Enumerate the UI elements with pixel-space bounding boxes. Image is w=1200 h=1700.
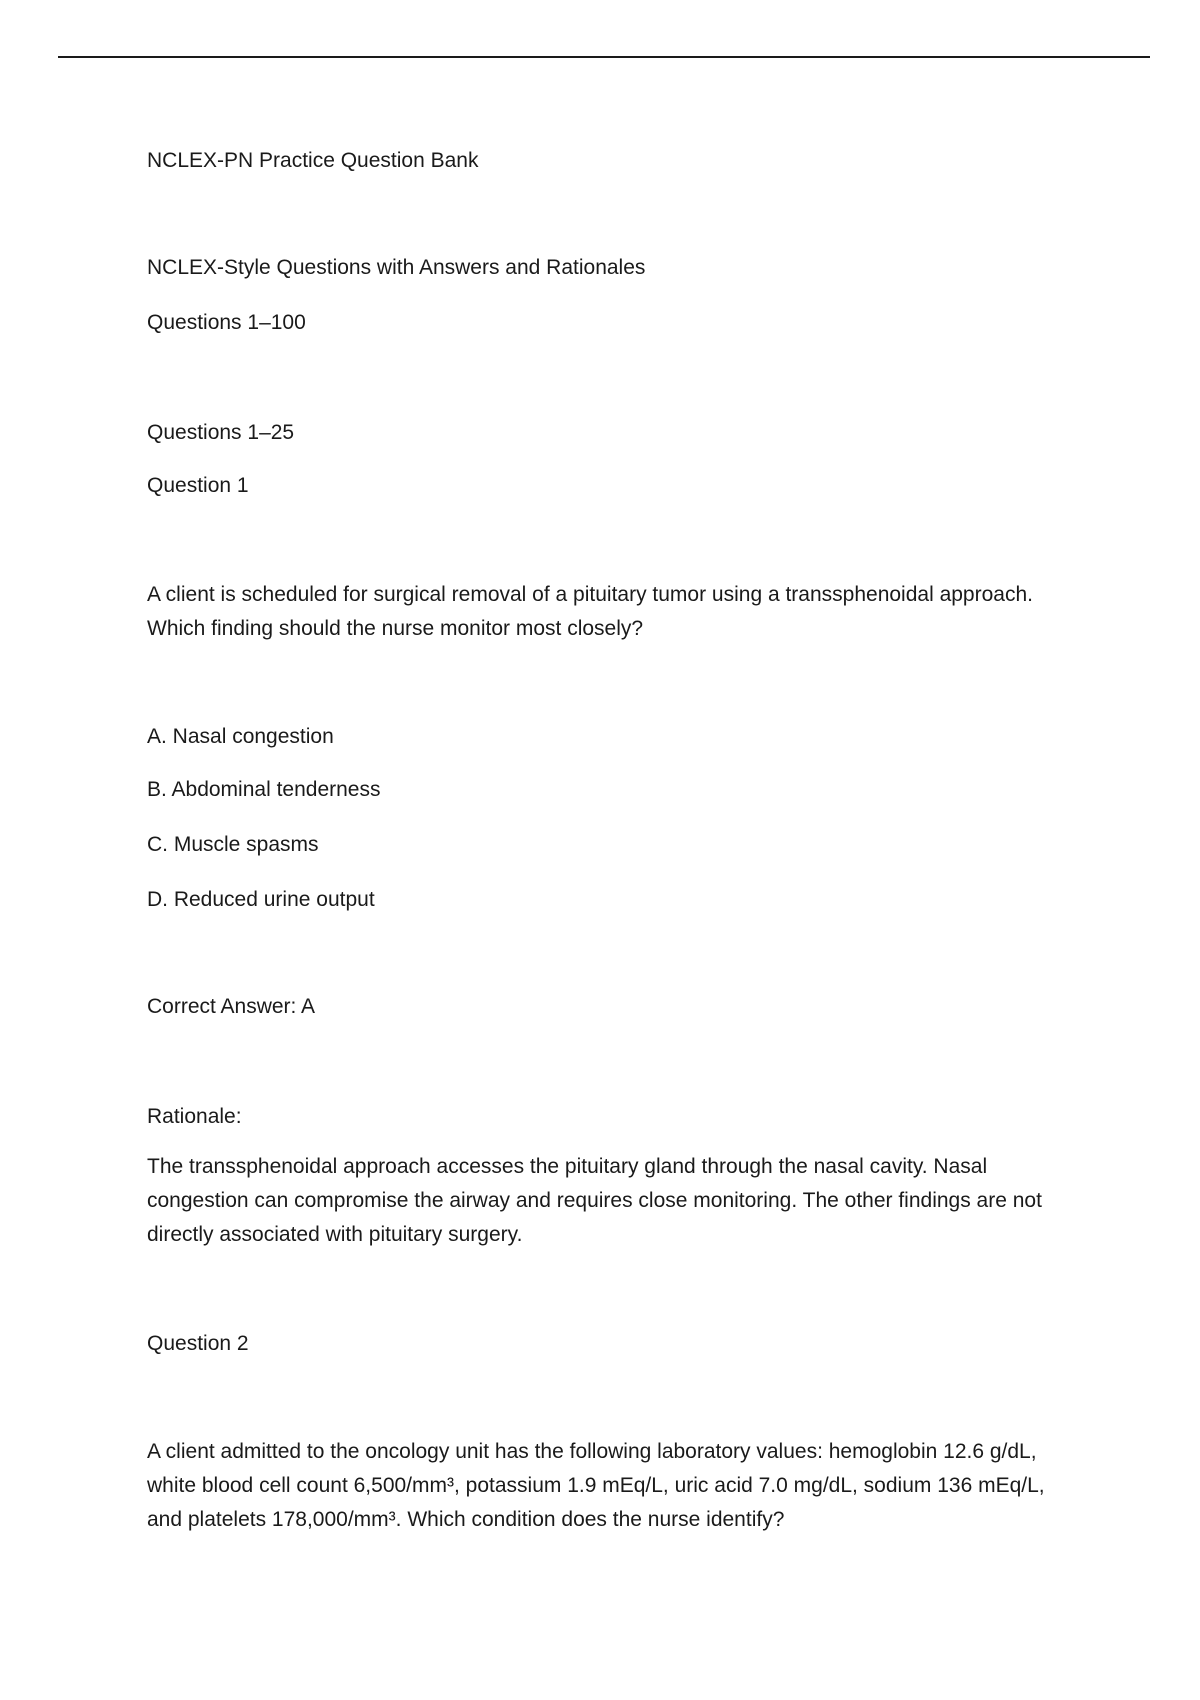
question-1-correct-answer: Correct Answer: A	[147, 995, 316, 1018]
question-1-option-b: B. Abdominal tenderness	[147, 778, 381, 801]
question-1-heading: Question 1	[147, 474, 249, 497]
document-title: NCLEX-PN Practice Question Bank	[147, 149, 479, 172]
document-subtitle: NCLEX-Style Questions with Answers and Rationales	[147, 256, 646, 279]
question-1-rationale-label: Rationale:	[147, 1105, 242, 1128]
question-range-all: Questions 1–100	[147, 311, 306, 334]
question-2-stem: A client admitted to the oncology unit has the following laboratory values: hemoglobin 12.6 g/dL, white blood cell count 6,500/mm³, potassium 1.9 mEq/L, uric acid 7.0 mg/dL, sodium 136 mEq/L, and platelets 178,000/mm³. Which condition does the nurse identify?	[147, 1440, 1045, 1531]
question-1-rationale-text: The transsphenoidal approach accesses the pituitary gland through the nasal cavity. Nasal congestion can compromise the airway and requires close monitoring. The other findings are not directly associated with pituitary surgery.	[147, 1155, 1042, 1246]
question-2-heading: Question 2	[147, 1332, 249, 1355]
question-range-section: Questions 1–25	[147, 421, 295, 444]
question-1-stem: A client is scheduled for surgical removal of a pituitary tumor using a transsphenoidal approach. Which finding should the nurse monitor most closely?	[147, 583, 1033, 640]
top-divider	[58, 56, 1150, 58]
question-1-option-c: C. Muscle spasms	[147, 833, 319, 856]
question-1-option-d: D. Reduced urine output	[147, 888, 375, 911]
question-1-option-a: A. Nasal congestion	[147, 725, 334, 748]
